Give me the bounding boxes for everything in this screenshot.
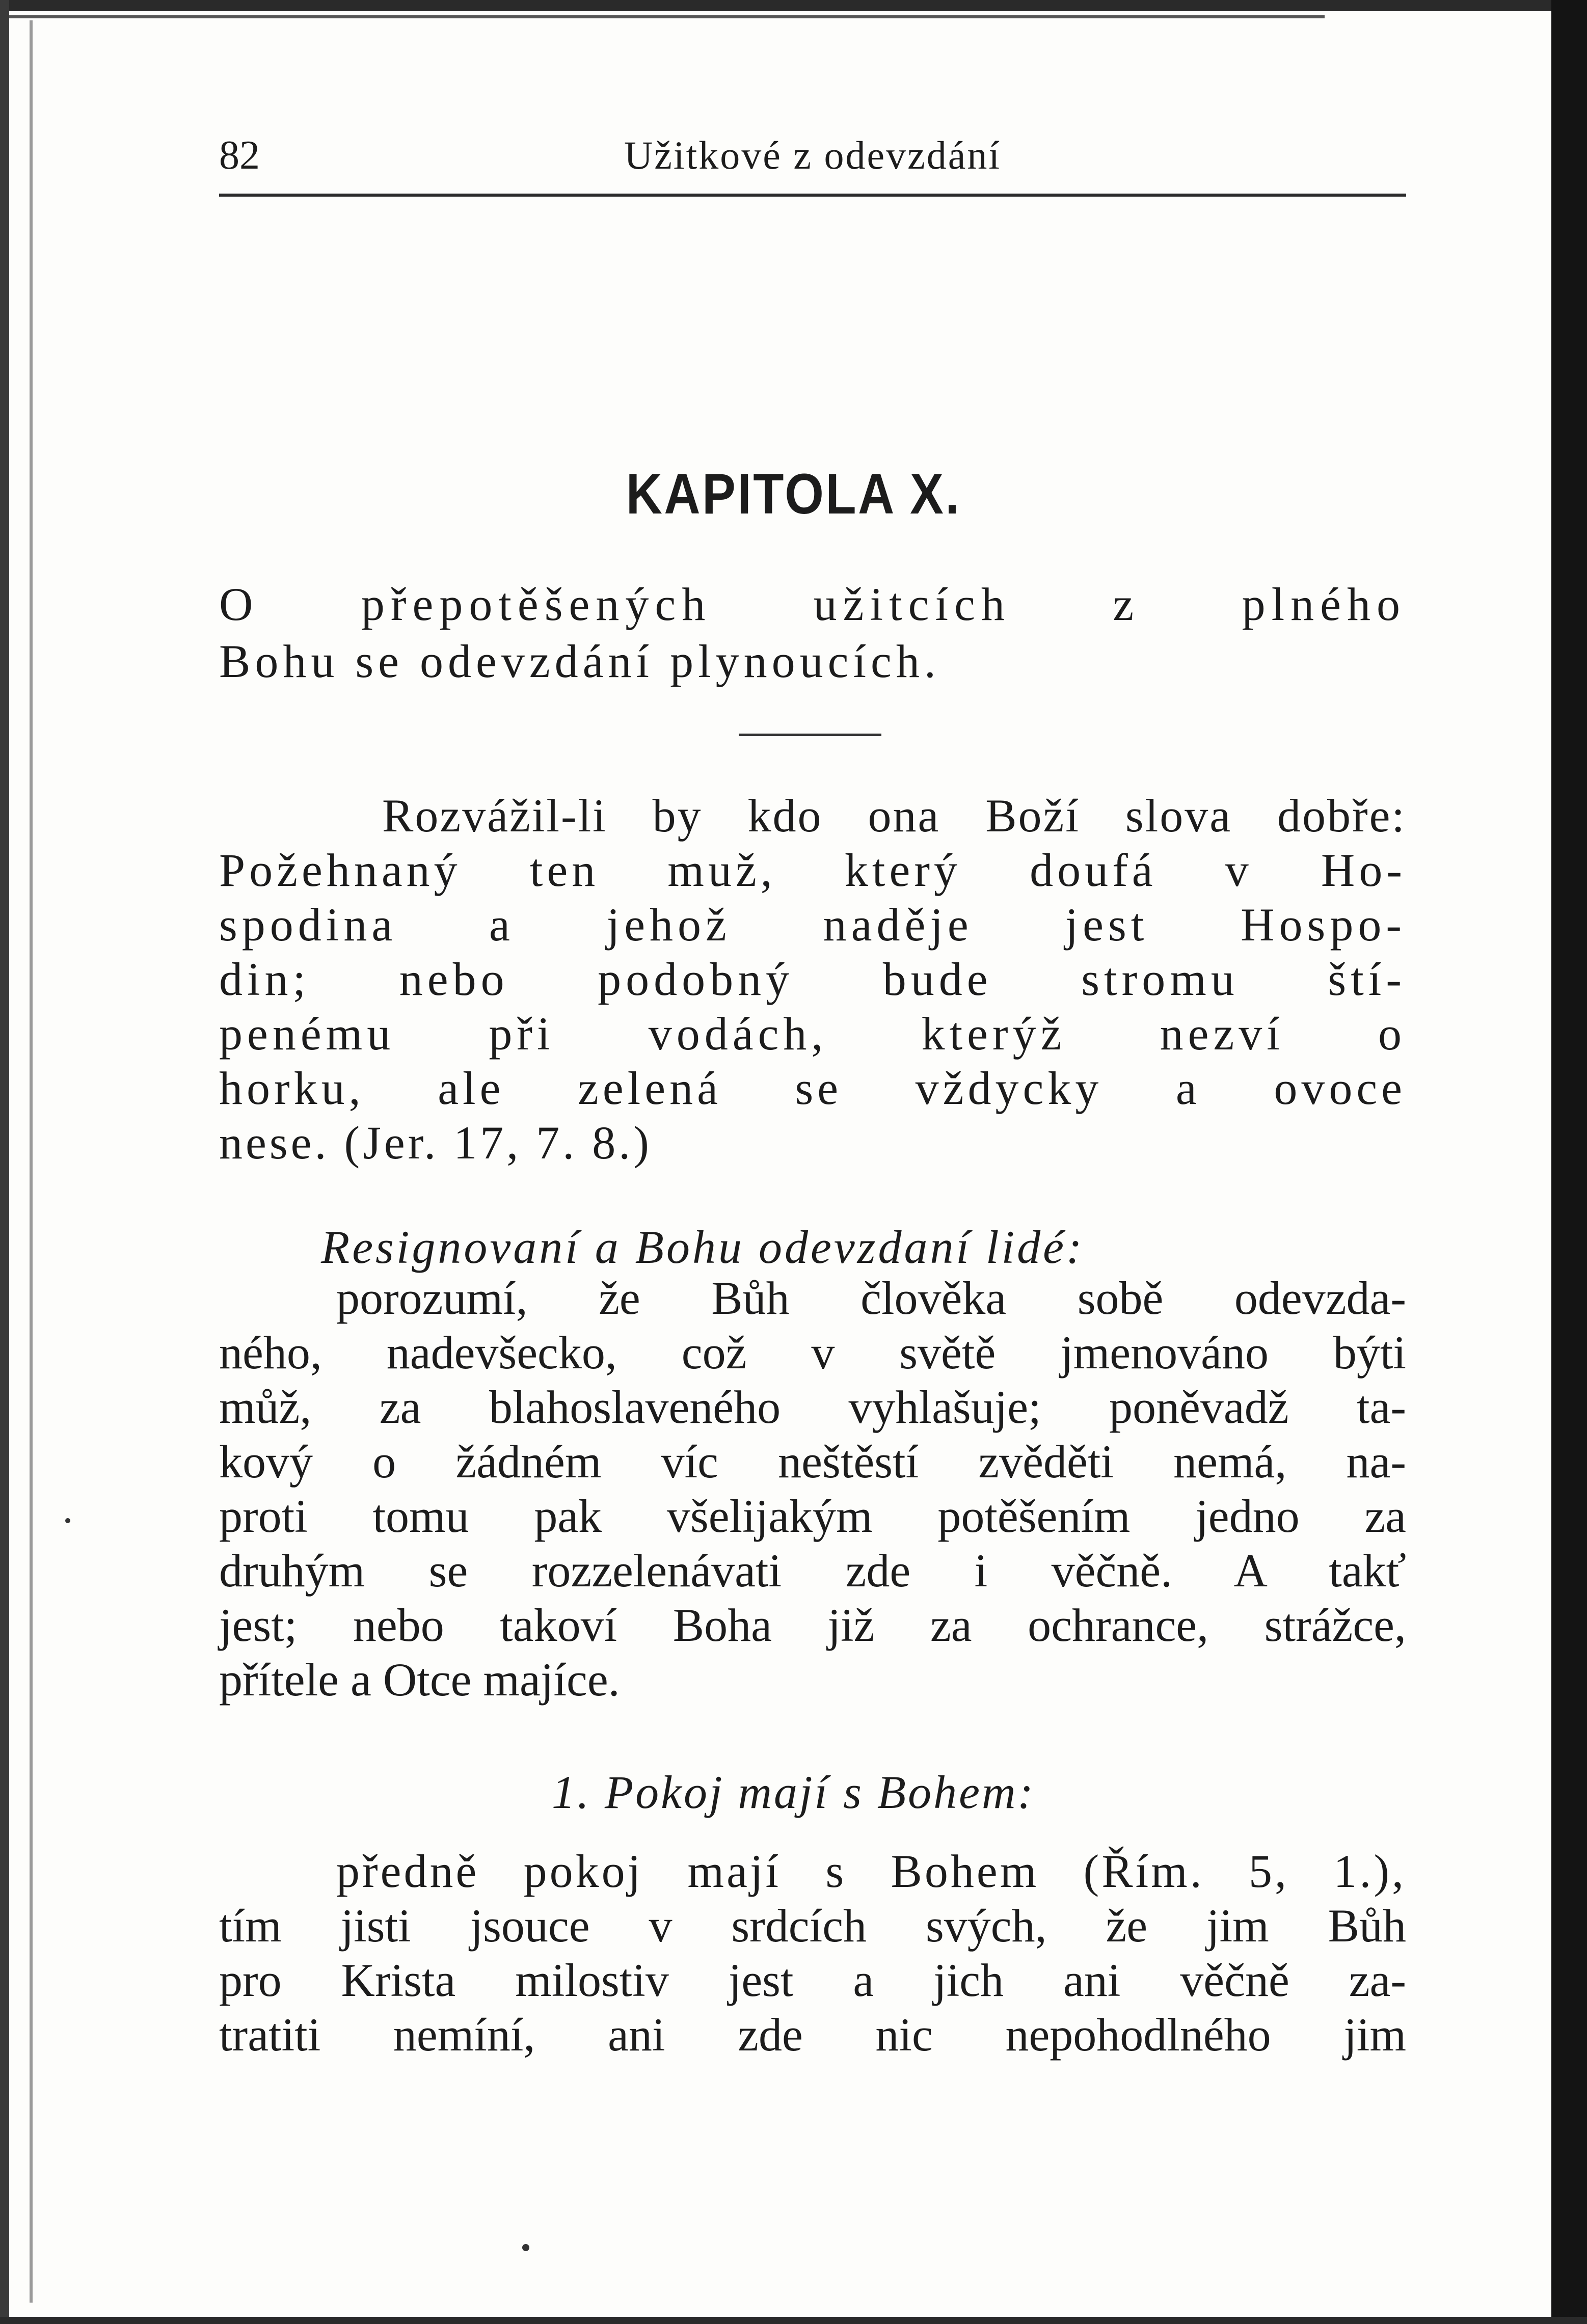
scan-border-right <box>1551 0 1587 2324</box>
text-line: penému při vodách, kterýž nezví o <box>219 1008 1406 1060</box>
text-line: horku, ale zelená se vždycky a ovoce <box>219 1062 1406 1114</box>
scan-border-top <box>0 0 1587 11</box>
text-line: kový o žádném víc neštěstí zvěděti nemá, na- <box>219 1436 1406 1488</box>
text-line: tratiti nemíní, ani zde nic nepohodlného jim <box>219 2009 1406 2061</box>
text-line: spodina a jehož naděje jest Hospo- <box>219 899 1406 951</box>
text-line: tím jisti jsouce v srdcích svých, že jim Bůh <box>219 1900 1406 1952</box>
section-paragraph <box>219 1844 1406 2062</box>
speck <box>65 1518 70 1523</box>
scan-border-top-line <box>0 15 1325 18</box>
text-line: jest; nebo takoví Boha již za ochrance, strážce, <box>219 1599 1406 1651</box>
quote-paragraph <box>219 789 1406 1170</box>
text-line: přítele a Otce majíce. <box>219 1654 620 1706</box>
chapter-divider <box>739 734 881 736</box>
text-line: Rozvážil-li by kdo ona Boží slova dobře: <box>382 790 1406 842</box>
text-line: porozumí, že Bůh člověka sobě odevzda- <box>336 1272 1406 1324</box>
running-head <box>219 127 1406 197</box>
chapter-heading: KAPITOLA X. <box>626 462 961 526</box>
subtitle-line: Bohu se odevzdání plynoucích. <box>219 635 940 687</box>
text-line: můž, za blahoslaveného vyhlašuje; poněvadž ta- <box>219 1381 1406 1433</box>
text-line: předně pokoj mají s Bohem (Řím. 5, 1.), <box>336 1845 1406 1897</box>
text-line: proti tomu pak všelijakým potěšením jedno za <box>219 1490 1406 1542</box>
scan-border-left-line <box>30 20 33 2303</box>
text-line: ného, nadevšecko, což v světě jmenováno býti <box>219 1327 1406 1379</box>
resignation-paragraph <box>219 1271 1406 1707</box>
scan-border-left <box>0 0 9 2324</box>
subtitle-line: O přepotěšených užitcích z plného <box>219 578 1406 630</box>
text-line: din; nebo podobný bude stromu ští- <box>219 953 1406 1005</box>
running-title: Užitkové z odevzdání <box>624 133 1002 177</box>
section-heading: 1. Pokoj mají s Bohem: <box>551 1766 1036 1818</box>
page-number: 82 <box>219 133 260 178</box>
chapter-subtitle <box>219 576 1406 690</box>
resignation-heading: Resignovaní a Bohu odevzdaní lidé: <box>321 1221 1085 1273</box>
text-line: druhým se rozzelenávati zde i věčně. A takť <box>219 1545 1406 1597</box>
scan-border-bottom <box>0 2317 1587 2324</box>
speck <box>522 2244 529 2251</box>
text-line: nese. (Jer. 17, 7. 8.) <box>219 1117 652 1169</box>
text-line: pro Krista milostiv jest a jich ani věčně za- <box>219 1954 1406 2006</box>
text-line: Požehnaný ten muž, který doufá v Ho- <box>219 844 1406 896</box>
